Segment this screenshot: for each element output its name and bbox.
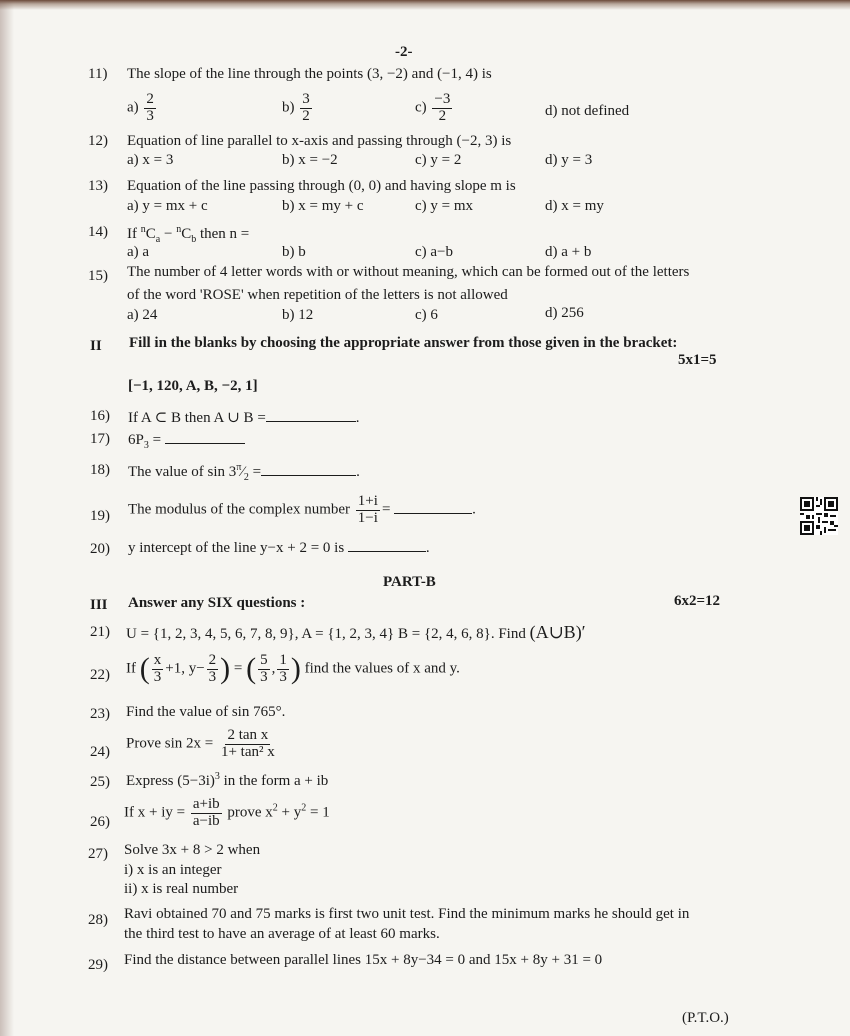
option-c: c) y = mx [415, 198, 474, 214]
option-a: a) x = 3 [127, 152, 174, 168]
option-b: b) 12 [282, 307, 314, 323]
question-number: 21) [90, 624, 110, 640]
question-text: Solve 3x + 8 > 2 when [124, 842, 261, 858]
sub-question: i) x is an integer [124, 862, 222, 878]
answer-bracket: [−1, 120, A, B, −2, 1] [128, 378, 258, 394]
question-number: 19) [90, 508, 110, 524]
question-text: U = {1, 2, 3, 4, 5, 6, 7, 8, 9}, A = {1, 2, 3, 4} B = {2, 4, 6, 8}. Find (A∪B)′ [126, 622, 586, 642]
question-number: 20) [90, 541, 110, 557]
qr-code-graphic [800, 497, 838, 535]
question-text-line2: the third test to have an average of at least 60 marks. [124, 926, 440, 942]
question-number: 25) [90, 774, 110, 790]
page-edge-top [0, 0, 850, 10]
question-text: Express $(5-3i)^3$ in the form a + ib [126, 771, 329, 789]
question-number: 15) [88, 268, 108, 284]
section-heading: Fill in the blanks by choosing the appropriate answer from those given in the bracket: [129, 335, 678, 351]
question-number: 17) [90, 431, 110, 447]
question-text-line2: of the word 'ROSE' when repetition of the letters is not allowed [127, 287, 508, 303]
option-a: a) y = mx + c [127, 198, 208, 214]
fraction: $\frac{2}{3}$ [146, 91, 154, 124]
question-number: 29) [88, 957, 108, 973]
fraction: $\frac{1}{3}$ [279, 651, 287, 685]
option-b: b) b [282, 244, 306, 260]
option-b: b) x = my + c [282, 198, 364, 214]
question-text: The number of 4 letter words with or without meaning, which can be formed out of the letters [127, 264, 690, 280]
pto-footer: (P.T.O.) [682, 1010, 729, 1026]
option-b: b) x = −2 [282, 152, 338, 168]
answer-blank[interactable] [394, 501, 472, 514]
question-number: 13) [88, 178, 108, 194]
answer-blank[interactable] [261, 463, 356, 476]
question-text: Equation of the line passing through (0, 0) and having slope m is [127, 178, 516, 194]
question-number: 12) [88, 133, 108, 149]
question-number: 26) [90, 814, 110, 830]
question-number: 14) [88, 224, 108, 240]
question-number: 27) [88, 846, 108, 862]
question-text: Find the value of sin 765°. [126, 704, 286, 720]
option-d: d) not defined [545, 103, 630, 119]
section-roman: III [90, 597, 108, 613]
question-text: The value of $\sin 3^\pi⁄_2$ = . [128, 462, 360, 483]
fraction: $\frac{2}{3}$ [208, 651, 217, 685]
option-b: b) $\frac{3}{2}$ [282, 91, 310, 124]
answer-blank[interactable] [165, 431, 245, 444]
option-d: d) x = my [545, 198, 604, 214]
question-number: 23) [90, 706, 110, 722]
question-number: 18) [90, 462, 110, 478]
question-number: 11) [88, 66, 108, 82]
question-text: Find the distance between parallel lines 15x + 8y−34 = 0 and 15x + 8y + 31 = 0 [124, 952, 603, 968]
option-c: c) 6 [415, 307, 438, 323]
option-c: c) $\frac{-3}{2}$ [415, 91, 451, 124]
question-text: Prove sin 2x = $\frac{\text{2 tan x}}{\text{1+ tan² x}}$ [126, 727, 275, 760]
fraction: $\frac{\text{2 tan x}}{\text{1+ tan² x}}$ [220, 727, 275, 760]
fraction: $\frac{5}{3}$ [260, 651, 268, 685]
option-a: a) 24 [127, 307, 158, 323]
option-c: c) y = 2 [415, 152, 462, 168]
page-number: -2- [395, 44, 413, 60]
option-d: d) y = 3 [545, 152, 593, 168]
question-text: The slope of the line through the points (3, −2) and (−1, 4) is [127, 66, 492, 82]
fraction: $\frac{x}{3}$ [153, 651, 162, 685]
qr-code [800, 497, 838, 535]
fraction: $\frac{3}{2}$ [302, 91, 310, 124]
section-heading: Answer any SIX questions : [128, 595, 306, 611]
question-text: Equation of line parallel to x-axis and passing through (−2, 3) is [127, 133, 512, 149]
option-d: d) a + b [545, 244, 592, 260]
fraction: $\frac{a+ib}{a-ib}$ [192, 796, 220, 829]
question-text: If $^nC_a - ^nC_b$ then n = [127, 224, 250, 245]
question-number: 16) [90, 408, 110, 424]
sub-question: ii) x is real number [124, 881, 239, 897]
question-number: 24) [90, 744, 110, 760]
fraction: $\frac{1+i}{1-i}$ [357, 493, 378, 526]
page-edge-left [0, 0, 14, 1036]
option-d: d) 256 [545, 305, 584, 321]
section-marks: 6x2=12 [674, 593, 721, 609]
question-text: $6P_3$ = [128, 431, 245, 451]
part-title: PART-B [383, 574, 436, 590]
question-text: The modulus of the complex number $\frac{1+i}{1-i}$ = . [128, 493, 476, 526]
option-c: c) a−b [415, 244, 454, 260]
question-text: If A ⊂ B then A ∪ B = . [128, 410, 360, 426]
section-marks: 5x1=5 [678, 352, 717, 368]
answer-blank[interactable] [348, 539, 426, 552]
option-a: a) $\frac{2}{3}$ [127, 91, 154, 124]
question-text: If x + iy = $\frac{a+ib}{a-ib}$ prove $x^2 + y^2 = 1$ [124, 796, 330, 829]
question-number: 22) [90, 667, 110, 683]
option-a: a) a [127, 244, 150, 260]
section-roman: II [90, 338, 102, 354]
question-text: y intercept of the line y−x + 2 = 0 is . [128, 540, 430, 556]
question-text: Ravi obtained 70 and 75 marks is first two unit test. Find the minimum marks he should get in [124, 906, 690, 922]
question-number: 28) [88, 912, 108, 928]
answer-blank[interactable] [266, 409, 356, 422]
question-text: If ( $\frac{x}{3}$ +1, y− $\frac{2}{3}$ ) = ( $\frac{5}{3}$ , $\frac{1}{3}$ ) find the values of x and y. [126, 651, 460, 685]
fraction: $\frac{-3}{2}$ [434, 91, 451, 124]
